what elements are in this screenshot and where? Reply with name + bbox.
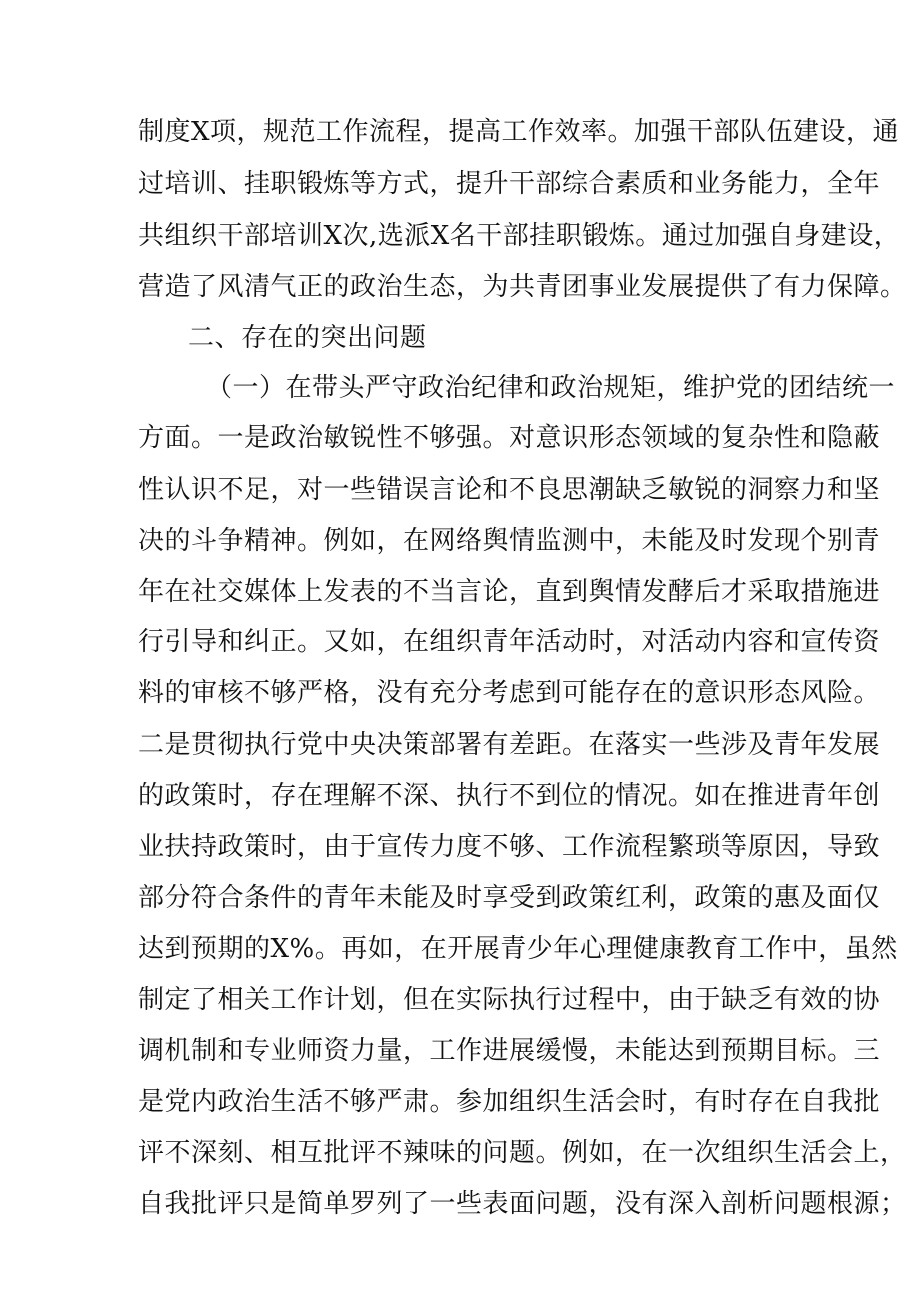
text-line: 评不深刻、相互批评不辣味的问题。例如，在一次组织生活会上， bbox=[138, 1138, 907, 1168]
text-line: 自我批评只是简单罗列了一些表面问题，没有深入剖析问题根源； bbox=[138, 1189, 907, 1219]
text-line: 调机制和专业师资力量，工作进展缓慢，未能达到预期目标。三 bbox=[138, 1036, 881, 1066]
text-line: 性认识不足，对一些错误言论和不良思潮缺乏敏锐的洞察力和坚 bbox=[138, 475, 881, 505]
text-line: 过培训、挂职锻炼等方式，提升干部综合素质和业务能力，全年 bbox=[138, 169, 881, 199]
text-line: 业扶持政策时，由于宣传力度不够、工作流程繁琐等原因，导致 bbox=[138, 832, 881, 862]
text-line: 行引导和纠正。又如，在组织青年活动时，对活动内容和宣传资 bbox=[138, 627, 881, 657]
text-line: 的政策时，存在理解不深、执行不到位的情况。如在推进青年创 bbox=[138, 781, 881, 811]
text-line: 营造了风清气正的政治生态，为共青团事业发展提供了有力保障。 bbox=[138, 272, 907, 302]
section-heading: 二、存在的突出问题 bbox=[188, 323, 427, 353]
text-line: 制定了相关工作计划，但在实际执行过程中，由于缺乏有效的协 bbox=[138, 985, 881, 1015]
text-line: 部分符合条件的青年未能及时享受到政策红利，政策的惠及面仅 bbox=[138, 883, 881, 913]
text-line: 共组织干部培训X次,选派X名干部挂职锻炼。通过加强自身建设， bbox=[138, 221, 901, 251]
text-line: 决的斗争精神。例如，在网络舆情监测中，未能及时发现个别青 bbox=[138, 526, 881, 556]
text-line: 制度X项，规范工作流程，提高工作效率。加强干部队伍建设，通 bbox=[138, 117, 900, 147]
text-line: 年在社交媒体上发表的不当言论，直到舆情发酵后才采取措施进 bbox=[138, 577, 881, 607]
text-line: 料的审核不够严格，没有充分考虑到可能存在的意识形态风险。 bbox=[138, 678, 881, 708]
text-line: 二是贯彻执行党中央决策部署有差距。在落实一些涉及青年发展 bbox=[138, 730, 881, 760]
text-line: 达到预期的X%。再如，在开展青少年心理健康教育工作中，虽然 bbox=[138, 934, 898, 964]
text-line: 是党内政治生活不够严肃。参加组织生活会时，有时存在自我批 bbox=[138, 1087, 881, 1117]
text-line: 方面。一是政治敏锐性不够强。对意识形态领域的复杂性和隐蔽 bbox=[138, 423, 881, 453]
subsection-heading: （一）在带头严守政治纪律和政治规矩，维护党的团结统一 bbox=[206, 373, 896, 403]
